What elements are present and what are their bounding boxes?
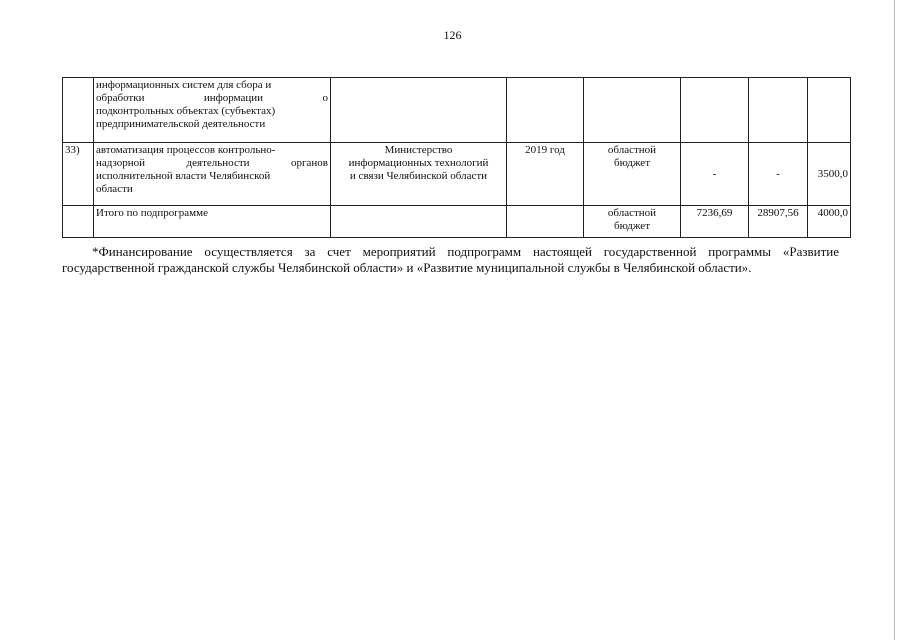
source-line: областной bbox=[607, 144, 657, 156]
executor-line: Министерство bbox=[384, 144, 453, 156]
value-2018-cell bbox=[749, 143, 808, 206]
page-edge-line bbox=[894, 0, 895, 640]
source-line: областной bbox=[607, 207, 657, 219]
measure-name-line: информационных систем для сбора и bbox=[96, 79, 272, 91]
measure-name-line: предпринимательской деятельности bbox=[96, 118, 266, 130]
source-cell bbox=[584, 78, 681, 143]
table-row-total bbox=[63, 206, 851, 238]
total-label-cell: Итого по подпрограмме bbox=[94, 206, 331, 238]
measure-name-line: обработки информации о bbox=[96, 92, 328, 104]
value-2019-cell bbox=[808, 78, 851, 143]
row-number-cell bbox=[63, 78, 94, 143]
year-cell bbox=[507, 78, 584, 143]
total-2017-cell: 7236,69 bbox=[681, 206, 749, 238]
row-number-cell: 33) bbox=[63, 143, 94, 206]
executor-cell bbox=[331, 143, 507, 206]
total-2018-cell: 28907,56 bbox=[749, 206, 808, 238]
table-row-33 bbox=[63, 143, 851, 206]
value-2018: - bbox=[776, 167, 780, 180]
year-cell: 2019 год bbox=[507, 143, 584, 206]
executor-cell bbox=[331, 206, 507, 238]
value-2018-cell bbox=[749, 78, 808, 143]
measure-name-line: исполнительной власти Челябинской bbox=[96, 170, 271, 182]
measure-name-line: области bbox=[96, 183, 133, 195]
measure-name-cell bbox=[94, 143, 331, 206]
value-2019-cell bbox=[808, 143, 851, 206]
value-2019: 3500,0 bbox=[817, 167, 848, 180]
table-row-continuation bbox=[63, 78, 851, 143]
executor-cell bbox=[331, 78, 507, 143]
source-line: бюджет bbox=[614, 220, 650, 232]
value-2017-cell bbox=[681, 143, 749, 206]
measure-name-line: надзорной деятельности органов bbox=[96, 157, 328, 169]
total-2019-cell: 4000,0 bbox=[808, 206, 851, 238]
year-cell bbox=[507, 206, 584, 238]
page-number: 126 bbox=[443, 28, 462, 42]
source-cell bbox=[584, 143, 681, 206]
executor-line: информационных технологий bbox=[348, 157, 489, 169]
value-2017-cell bbox=[681, 78, 749, 143]
financing-footnote: *Финансирование осуществляется за счет мероприятий подпрограмм настоящей государственной программы «Развитие государственной гражданской службы Челябинской области» и «Развитие муниципальной службы в Челябинской области». bbox=[62, 244, 839, 275]
program-table bbox=[62, 77, 851, 238]
row-number-cell bbox=[63, 206, 94, 238]
source-line: бюджет bbox=[614, 157, 650, 169]
value-2017: - bbox=[712, 167, 717, 180]
executor-line: и связи Челябинской области bbox=[349, 170, 488, 182]
measure-name-cell bbox=[94, 78, 331, 143]
source-cell bbox=[584, 206, 681, 238]
measure-name-line: подконтрольных объектах (субъектах) bbox=[96, 105, 276, 117]
measure-name-line: автоматизация процессов контрольно- bbox=[96, 144, 276, 156]
